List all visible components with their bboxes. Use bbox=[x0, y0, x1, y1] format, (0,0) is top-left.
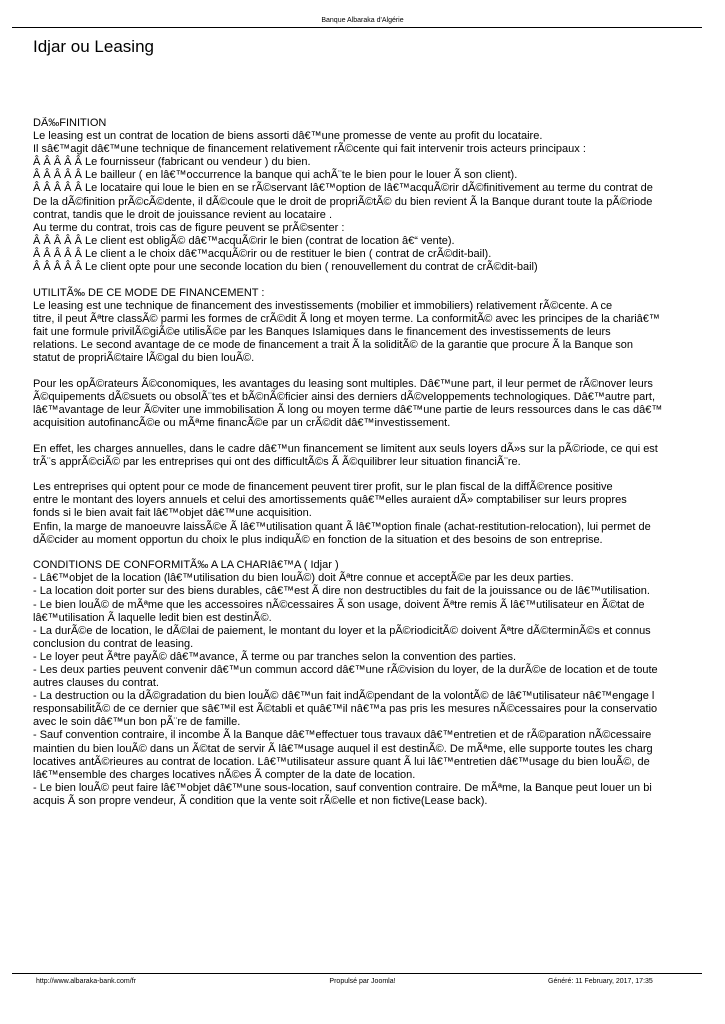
list-item: - Lâ€™objet de la location (lâ€™utilisation du bien louÃ©) doit Ãªtre connue et acceptÃ©e par les deux parties. bbox=[33, 572, 574, 585]
footer-powered-by: Propulsé par Joomla! bbox=[329, 978, 396, 985]
paragraph-charges bbox=[33, 443, 725, 469]
list-item: - Les deux parties peuvent convenir dâ€™un commun accord dâ€™une rÃ©vision du loyer, de la durÃ©e de location et de toute bbox=[33, 663, 658, 676]
page-title: Idjar ou Leasing bbox=[33, 37, 154, 56]
list-item: Â Â Â Â Â Le client est obligÃ© dâ€™acquÃ©rir le bien (contrat de location â€“ vente). bbox=[33, 234, 455, 247]
section-definition bbox=[33, 117, 725, 274]
paragraph-line: lâ€™utilisation Ã laquelle ledit bien est destinÃ©. bbox=[33, 611, 272, 624]
list-item: Â Â Â Â Â Le client opte pour une seconde location du bien ( renouvellement du contrat de crÃ©dit-bail) bbox=[33, 261, 538, 274]
list-item: - Sauf convention contraire, il incombe Ã la Banque dâ€™effectuer tous travaux dâ€™entretien et de rÃ©paration nÃ©cessaire bbox=[33, 729, 652, 742]
section-heading: UTILITÃ‰ DE CE MODE DE FINANCEMENT : bbox=[33, 286, 265, 299]
paragraph-line: conclusion du contrat de leasing. bbox=[33, 637, 194, 650]
paragraph-line: titre, il peut Ãªtre classÃ© parmi les formes de crÃ©dit Ã long et moyen terme. La conformitÃ© avec les principes de la chariâ€™ bbox=[33, 312, 660, 325]
paragraph-line: acquis Ã son propre vendeur, Ã condition que la vente soit rÃ©elle et non fictive(Lease back). bbox=[33, 794, 488, 807]
paragraph-line: entre le montant des loyers annuels et celui des amortissements quâ€™elles auraient dÃ» comptabiliser sur leurs propres bbox=[33, 494, 627, 507]
list-item: - La location doit porter sur des biens durables, câ€™est Ã dire non destructibles du fait de la jouissance ou de lâ€™utilisation. bbox=[33, 585, 650, 598]
paragraph-line: statut de propriÃ©taire lÃ©gal du bien louÃ©. bbox=[33, 352, 255, 365]
header-divider bbox=[12, 27, 702, 28]
list-item: - Le bien louÃ© peut faire lâ€™objet dâ€™une sous-location, sauf convention contraire. De mÃªme, la Banque peut louer un bi bbox=[33, 781, 652, 794]
section-conditions bbox=[33, 559, 725, 808]
paragraph-line: Il sâ€™agit dâ€™une technique de financement relativement rÃ©cente qui fait intervenir trois acteurs principaux : bbox=[33, 143, 586, 156]
list-item: Â Â Â Â Â Le locataire qui loue le bien en se rÃ©servant lâ€™option de lâ€™acquÃ©rir dÃ©finitivement au terme du contrat de bbox=[33, 182, 653, 195]
section-utility bbox=[33, 287, 725, 366]
list-item: - La destruction ou la dÃ©gradation du bien louÃ© dâ€™un fait indÃ©pendant de la volontÃ© de lâ€™utilisateur nâ€™engage l bbox=[33, 690, 655, 703]
paragraph-line: Enfin, la marge de manoeuvre laissÃ©e Ã lâ€™utilisation quant Ã lâ€™option finale (achat-restitution-relocation), lui permet de bbox=[33, 520, 651, 533]
paragraph-line: acquisition autofinancÃ©e ou mÃªme financÃ©e par un crÃ©dit dâ€™investissement. bbox=[33, 416, 451, 429]
footer-divider bbox=[12, 973, 702, 974]
site-name: Banque Albaraka d'Algérie bbox=[321, 17, 404, 24]
list-item: - Le bien louÃ© de mÃªme que les accessoires nÃ©cessaires Ã son usage, doivent Ãªtre remis Ã lâ€™utilisateur en Ã©tat de bbox=[33, 598, 645, 611]
paragraph-line: trÃ¨s apprÃ©ciÃ© par les entreprises qui ont des difficultÃ©s Ã Ã©quilibrer leur situation financiÃ¨re. bbox=[33, 455, 521, 468]
paragraph-line: En effet, les charges annuelles, dans le cadre dâ€™un financement se limitent aux seuls loyers dÃ»s sur la pÃ©riode, ce qui est bbox=[33, 442, 658, 455]
paragraph-line: autres clauses du contrat. bbox=[33, 677, 159, 690]
list-item: Â Â Â Â Â Le client a le choix dâ€™acquÃ©rir ou de restituer le bien ( contrat de crÃ©dit-bail). bbox=[33, 247, 492, 260]
paragraph-operators bbox=[33, 378, 725, 430]
paragraph-line: Au terme du contrat, trois cas de figure peuvent se prÃ©senter : bbox=[33, 221, 345, 234]
footer-site-link[interactable]: http://www.albaraka-bank.com/fr bbox=[36, 978, 136, 985]
paragraph-line: responsabilitÃ© de ce dernier que sâ€™il est Ã©tabli et quâ€™il nâ€™a pas pris les mesures nÃ©cessaires pour la conservatio bbox=[33, 703, 658, 716]
paragraph-line: fait une formule privilÃ©giÃ©e utilisÃ©e par les Banques Islamiques dans le financement des investissements de leurs bbox=[33, 325, 611, 338]
paragraph-line: De la dÃ©finition prÃ©cÃ©dente, il dÃ©coule que le droit de propriÃ©tÃ© du bien revient Ã la Banque durant toute la pÃ©riode bbox=[33, 195, 653, 208]
section-heading: CONDITIONS DE CONFORMITÃ‰ A LA CHARIâ€™A ( Idjar ) bbox=[33, 559, 339, 572]
paragraph-line: Le leasing est une technique de financement des investissements (mobilier et immobiliers) relativement rÃ©cente. A ce bbox=[33, 299, 613, 312]
paragraph-line: maintien du bien louÃ© dans un Ã©tat de servir Ã lâ€™usage auquel il est destinÃ©. De mÃªme, elle supporte toutes les charg bbox=[33, 742, 653, 755]
paragraph-line: avec le soin dâ€™un bon pÃ¨re de famille. bbox=[33, 716, 241, 729]
paragraph-line: fonds si le bien avait fait lâ€™objet dâ€™une acquisition. bbox=[33, 507, 312, 520]
list-item: Â Â Â Â Â Le bailleur ( en lâ€™occurrence la banque qui achÃ¨te le bien pour le louer Ã son client). bbox=[33, 169, 518, 182]
paragraph-line: Pour les opÃ©rateurs Ã©conomiques, les avantages du leasing sont multiples. Dâ€™une part, il leur permet de rÃ©nover leurs bbox=[33, 377, 653, 390]
list-item: - La durÃ©e de location, le dÃ©lai de paiement, le montant du loyer et la pÃ©riodicitÃ© doivent Ãªtre dÃ©terminÃ©s et connus bbox=[33, 624, 651, 637]
article-body bbox=[33, 117, 725, 967]
paragraph-fiscal bbox=[33, 481, 725, 546]
list-item: Â Â Â Â Â Le fournisseur (fabricant ou vendeur ) du bien. bbox=[33, 156, 311, 169]
section-heading: DÃ‰FINITION bbox=[33, 117, 107, 129]
paragraph-line: relations. Le second avantage de ce mode de financement a trait Ã la soliditÃ© de la garantie que procure Ã la Banque son bbox=[33, 339, 634, 351]
paragraph-line: lâ€™avantage de leur Ã©viter une immobilisation Ã long ou moyen terme dâ€™une partie de leurs ressources dans le cas dâ€™ bbox=[33, 403, 663, 416]
paragraph-line: contrat, tandis que le droit de jouissance revient au locataire . bbox=[33, 208, 333, 221]
paragraph-line: Le leasing est un contrat de location de biens assorti dâ€™une promesse de vente au profit du locataire. bbox=[33, 130, 543, 143]
paragraph-line: Les entreprises qui optent pour ce mode de financement peuvent tirer profit, sur le plan fiscal de la diffÃ©rence positive bbox=[33, 481, 613, 494]
paragraph-line: locatives antÃ©rieures au contrat de location. Lâ€™utilisateur assure quant Ã lui lâ€™entretien dâ€™usage du bien louÃ©, de bbox=[33, 755, 650, 768]
paragraph-line: dÃ©cider au moment opportun du choix le plus indiquÃ© en fonction de la situation et des besoins de son entreprise. bbox=[33, 533, 603, 546]
paragraph-line: Ã©quipements dÃ©suets ou obsolÃ¨tes et bÃ©nÃ©ficier ainsi des derniers dÃ©veloppements technologiques. Dâ€™autre part, bbox=[33, 390, 656, 403]
paragraph-line: lâ€™ensemble des charges locatives nÃ©es Ã compter de la date de location. bbox=[33, 768, 416, 781]
list-item: - Le loyer peut Ãªtre payÃ© dâ€™avance, Ã terme ou par tranches selon la convention des parties. bbox=[33, 650, 517, 663]
footer-generated-date: Généré: 11 February, 2017, 17:35 bbox=[548, 978, 653, 985]
